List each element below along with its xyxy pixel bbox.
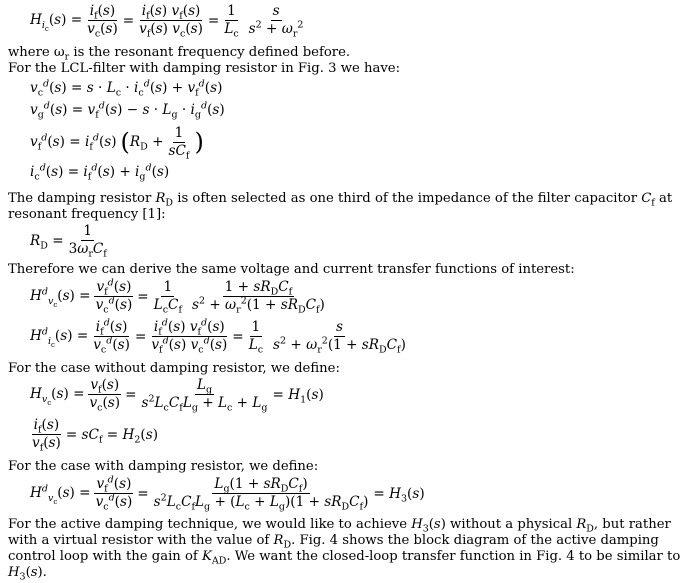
text-line: where $\omega_r$ is the resonant frequency defined before. bbox=[8, 45, 351, 63]
equation-vc: $v_c^d(s) = s \cdot L_c \cdot i_c^d(s) + v_f^d(s)$ bbox=[30, 78, 223, 99]
text-line: $H_3(s)$. bbox=[8, 565, 47, 583]
equation-h-vc: $H_{v_c}(s)$ = $\frac{v_f(s)}{v_c(s)}$ = $\frac{L_g}{s^2L_cC_fL_g + L_c + L_g}$ = $H_1(s)$ bbox=[30, 377, 324, 414]
equation-vg: $v_g^d(s) = v_f^d(s) - s \cdot L_g \cdot i_g^d(s)$ bbox=[30, 100, 225, 121]
text-line: The damping resistor $R_D$ is often selected as one third of the impedance of the filter capacitor $C_f$ at bbox=[8, 191, 673, 209]
equation-h3: $H^d_{v_c}(s)$ = $\frac{v_f^d(s)}{v_c^d(s)}$ = $\frac{L_g(1 + sR_DC_f)}{s^2L_cC_fL_g + (L_c + L_g)(1 + sR_DC_f)}$ = $H_3(s)$ bbox=[30, 474, 425, 513]
text-line: For the LCL-filter with damping resistor in Fig. 3 we have: bbox=[8, 61, 401, 76]
equation-h2: $\frac{i_f(s)}{v_f(s)}$ = $sC_f = H_2(s)$ bbox=[32, 417, 159, 454]
text-line: with a virtual resistor with the value of $R_D$. Fig. 4 shows the block diagram of the active damping bbox=[8, 533, 659, 551]
equation-h-ic: $H_{i_c}(s)$ = $\frac{i_f(s)}{v_c(s)}$ = $\frac{i_f(s) v_f(s)}{v_f(s) v_c(s)}$ = $\frac{1}{L_c}$ $\frac{s}{s^2 + \omega_r^2}$ bbox=[30, 3, 304, 40]
text-line: control loop with the gain of $K_{AD}$. We want the closed-loop transfer function in Fig. 4 to be similar to bbox=[8, 549, 680, 567]
text-line: For the case with damping resistor, we define: bbox=[8, 459, 319, 474]
equation-hd-ic: $H^d_{i_c}(s)$ = $\frac{i_f^d(s)}{v_c^d(s)}$ = $\frac{i_f^d(s) v_f^d(s)}{v_f^d(s) v_c^d(s)}$ = $\frac{1}{L_c}$ $\frac{s}{s^2 + \omega_r^2(1 + sR_DC_f)}$ bbox=[30, 317, 406, 356]
equation-hd-vc: $H^d_{v_c}(s)$ = $\frac{v_f^d(s)}{v_c^d(s)}$ = $\frac{1}{L_cC_f}$ $\frac{1 + sR_DC_f}{s^2 + \omega_r^2(1 + sR_DC_f)}$ bbox=[30, 277, 325, 316]
text-line: resonant frequency [1]: bbox=[8, 207, 166, 222]
text-line: For the case without damping resistor, we define: bbox=[8, 361, 340, 376]
text-line: Therefore we can derive the same voltage and current transfer functions of interest: bbox=[8, 262, 575, 277]
equation-vf: $v_f^d(s) = i_f^d(s)$ ( $R_D$ + $\frac{1}{sC_f}$ ) bbox=[30, 124, 204, 162]
text-line: For the active damping technique, we would like to achieve $H_3(s)$ without a physical $R_D$, but rather bbox=[8, 517, 671, 535]
equation-rd: $R_D$ = $\frac{1}{3\omega_rC_f}$ bbox=[30, 223, 107, 260]
equation-ic: $i_c^d(s) = i_f^d(s) + i_g^d(s)$ bbox=[30, 162, 170, 183]
